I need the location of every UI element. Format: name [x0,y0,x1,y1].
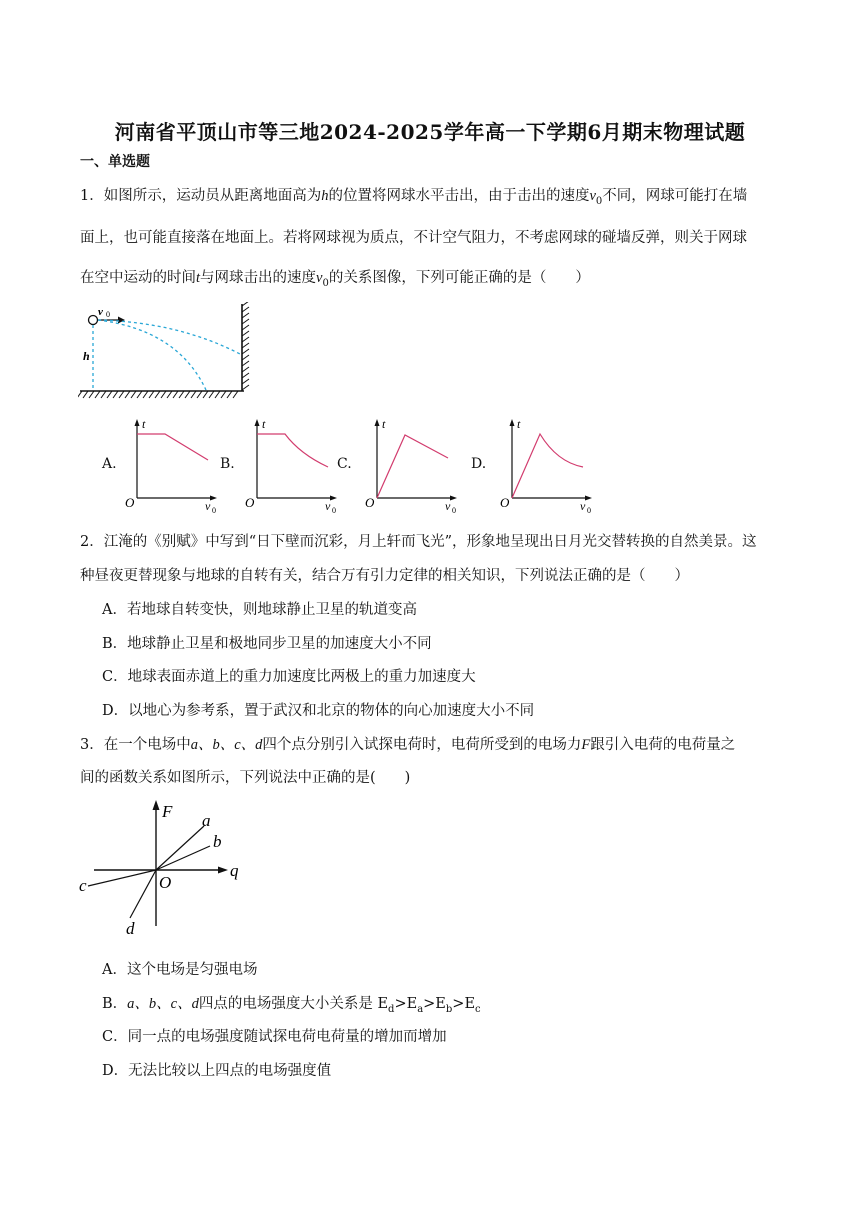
t-label: t [517,417,521,431]
ground-hatch [101,391,106,398]
graph-curve [512,434,583,498]
ground-hatch [113,391,118,398]
t-axis-arrow-icon [375,419,380,426]
q2-option-a[interactable]: A．若地球自转变快，则地球静止卫星的轨道变高 [102,602,417,618]
q2-option-d[interactable]: D．以地心为参考系，置于武汉和北京的物体的向心加速度大小不同 [102,703,535,719]
ground-hatch [119,391,124,398]
svg-text:c: c [79,876,87,895]
page-title: 河南省平顶山市等三地2024-2025学年高一下学期6月期末物理试题 [114,120,746,144]
q1-option-graph-d[interactable] [495,414,595,514]
ground-hatch [89,391,94,398]
line-a [156,826,204,870]
graph-curve [377,435,448,498]
q3-option-c[interactable]: C．同一点的电场强度随试探电荷电荷量的增加而增加 [102,1029,447,1045]
wall-hatch [242,337,249,342]
v-label: v [580,499,586,513]
v-axis-arrow-icon [450,496,457,501]
ground-hatch [137,391,142,398]
q2-option-c[interactable]: C．地球表面赤道上的重力加速度比两极上的重力加速度大 [102,669,476,685]
trajectory-wall [98,320,240,354]
q3-line-2: 间的函数关系如图所示，下列说法中正确的是( ) [80,770,411,786]
wall-hatch [242,385,249,390]
f-axis-arrow-icon [153,800,160,810]
ground-hatch [83,391,88,398]
ground-hatch [149,391,154,398]
svg-text:0: 0 [106,310,110,319]
svg-text:d: d [126,919,135,938]
wall-hatch [242,331,249,336]
wall-hatch [242,373,249,378]
wall-hatch [242,355,249,360]
q1-option-graph-c[interactable] [360,414,460,514]
svg-text:b: b [213,832,222,851]
ground-hatch [209,391,214,398]
v-axis-arrow-icon [585,496,592,501]
wall-hatch [242,343,249,348]
q1-option-label-c[interactable]: C. [337,456,352,472]
v-subscript: 0 [587,506,591,514]
q-axis-arrow-icon [218,867,228,874]
ground-hatch [161,391,166,398]
v-label: v [445,499,451,513]
ground-hatch [215,391,220,398]
graph-curve [257,434,328,467]
q1-line-2: 面上，也可能直接落在地面上。若将网球视为质点，不计空气阻力，不考虑网球的碰墙反弹，则关于网球 [80,230,747,246]
wall-hatch [242,319,249,324]
t-axis-arrow-icon [255,419,260,426]
wall-hatch [242,313,249,318]
svg-text:a: a [202,811,211,830]
origin-label: O [500,495,510,510]
q1-option-label-d[interactable]: D. [471,456,487,472]
ground-hatch [197,391,202,398]
section-heading: 一、单选题 [80,154,150,170]
line-b [156,846,210,870]
v-label: v [205,499,211,513]
q3-option-d[interactable]: D．无法比较以上四点的电场强度值 [102,1063,332,1079]
q2-line-2: 种昼夜更替现象与地球的自转有关，结合万有引力定律的相关知识，下列说法正确的是（ ） [80,568,689,584]
q1-option-label-a[interactable]: A. [102,456,117,472]
ground-hatch [125,391,130,398]
ground-hatch [179,391,184,398]
q3-option-b[interactable]: B．a、b、c、d四点的电场强度大小关系是 $E_d>E_a>E_b>E_c$ [102,996,481,1015]
wall-hatch [242,349,249,354]
ground-hatch [227,391,232,398]
h-label: h [83,349,90,363]
q1-line-1: 1．如图所示，运动员从距离地面高为h的位置将网球水平击出，由于击出的速度$v_0$不同，网球可能打在墙 [80,188,748,207]
ground-hatch [167,391,172,398]
ground-hatch [131,391,136,398]
t-label: t [142,417,146,431]
ground-hatch [107,391,112,398]
v-subscript: 0 [332,506,336,514]
t-axis-arrow-icon [135,419,140,426]
svg-text:F: F [162,802,173,821]
v-label: v [325,499,331,513]
ball-icon [89,316,98,325]
origin-label: O [365,495,375,510]
q1-option-label-b[interactable]: B. [220,456,235,472]
q3-line-1: 3．在一个电场中a、b、c、d四个点分别引入试探电荷时，电荷所受到的电场力F跟引入电荷的电荷量之 [80,737,736,753]
ground-hatch [221,391,226,398]
q2-option-b[interactable]: B．地球静止卫星和极地同步卫星的加速度大小不同 [102,636,432,652]
wall-hatch [242,307,249,312]
origin-label: O [125,495,135,510]
q1-scene-figure [78,302,254,402]
v0-label: v [98,306,103,318]
ground-hatch [191,391,196,398]
ground-hatch [203,391,208,398]
q1-option-graph-a[interactable] [120,414,220,514]
svg-text:q: q [230,861,239,880]
q3-option-a[interactable]: A．这个电场是匀强电场 [102,962,258,978]
ground-hatch [233,391,238,398]
arrow-icon [118,317,125,324]
ground-hatch [185,391,190,398]
q1-option-graph-b[interactable] [240,414,340,514]
ground-hatch [95,391,100,398]
v-axis-arrow-icon [330,496,337,501]
line-d [130,870,156,918]
ground-hatch [78,391,82,398]
svg-text:O: O [159,873,172,892]
wall-hatch [242,302,249,306]
v-subscript: 0 [212,506,216,514]
trajectory-ground [98,320,206,390]
ground-hatch [155,391,160,398]
wall-hatch [242,379,249,384]
t-label: t [382,417,386,431]
wall-hatch [242,367,249,372]
v-axis-arrow-icon [210,496,217,501]
q3-figure [76,798,251,940]
q1-line-3: 在空中运动的时间t与网球击出的速度$v_0$的关系图像，下列可能正确的是（ ） [80,270,590,289]
wall-hatch [242,325,249,330]
ground-hatch [143,391,148,398]
wall-hatch [242,361,249,366]
origin-label: O [245,495,255,510]
t-axis-arrow-icon [510,419,515,426]
graph-curve [137,434,208,460]
q2-line-1: 2．江淹的《别赋》中写到“日下壁而沉彩，月上轩而飞光”，形象地呈现出日月光交替转换的自然美景。这 [80,534,757,550]
t-label: t [262,417,266,431]
line-c [88,870,156,886]
v-subscript: 0 [452,506,456,514]
ground-hatch [173,391,178,398]
